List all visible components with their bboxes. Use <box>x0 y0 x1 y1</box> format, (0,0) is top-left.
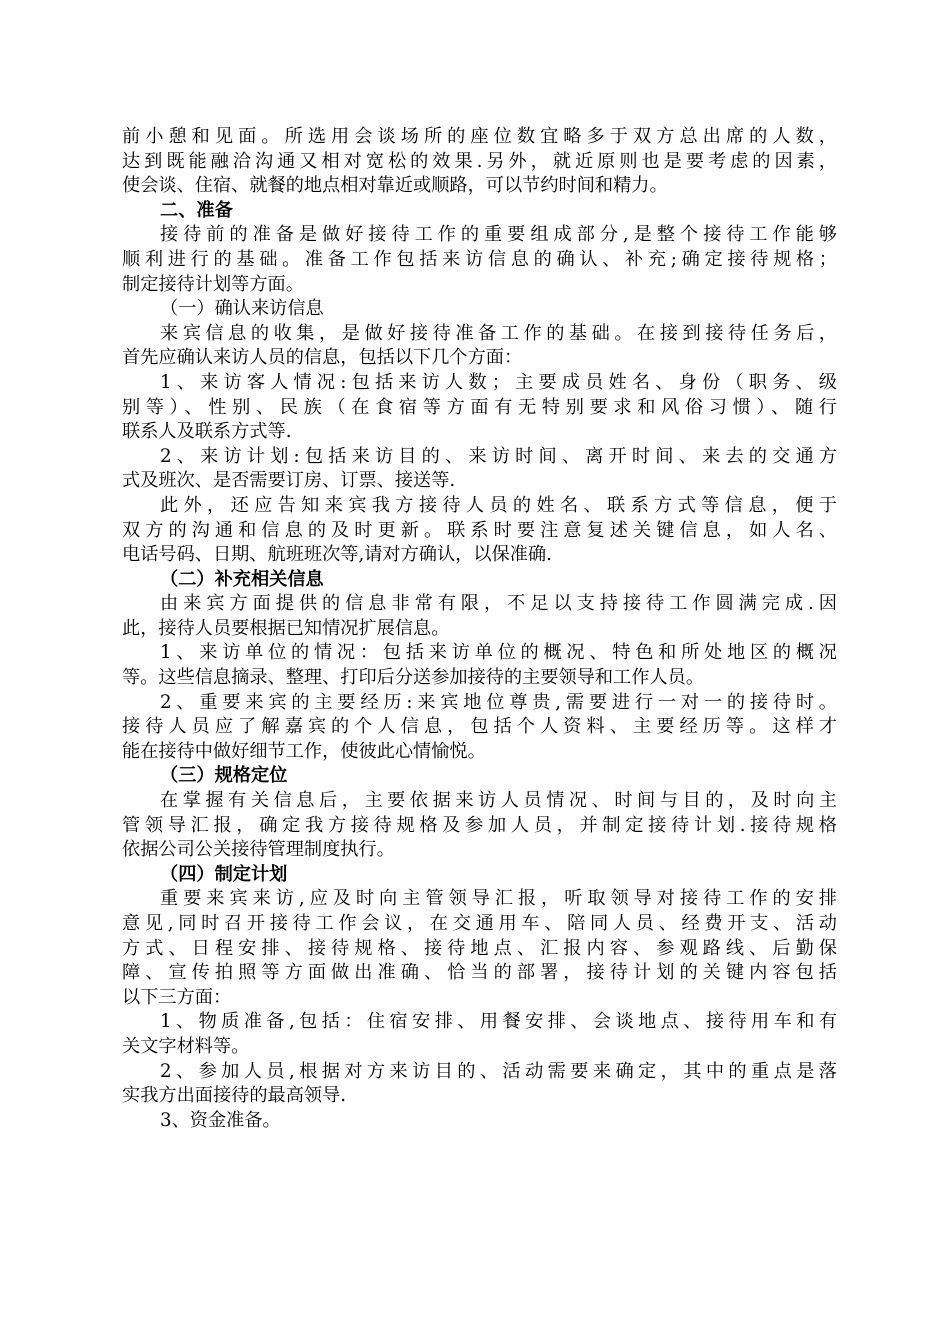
text-line: 1、物质准备,包括：住宿安排、用餐安排、会谈地点、接待用车和有 <box>160 1011 837 1033</box>
subsection-heading-supplement-info: （二）补充相关信息 <box>160 568 324 590</box>
paragraph-visiting-unit <box>122 641 837 690</box>
text-line: 制定接待计划等方面。 <box>122 273 304 295</box>
text-line: 首先应确认来访人员的信息，包括以下几个方面： <box>122 347 523 369</box>
paragraph-visitor-situation <box>122 371 837 445</box>
text-line: 重要来宾来访,应及时向主管领导汇报，听取领导对接待工作的安排 <box>160 888 837 910</box>
paragraph-contact-notice <box>122 494 837 568</box>
paragraph-guest-info <box>122 322 837 371</box>
paragraph-specification <box>122 789 837 863</box>
paragraph-meeting-venue <box>122 125 837 199</box>
text-line: 能在接待中做好细节工作，使彼此心情愉悦。 <box>122 740 486 762</box>
paragraph-plan-intro <box>122 887 837 1010</box>
text-line: 在掌握有关信息后，主要依据来访人员情况、时间与目的，及时向主 <box>160 790 837 812</box>
text-line: 双方的沟通和信息的及时更新。联系时要注意复述关键信息，如人名、 <box>122 519 837 541</box>
text-line: 来宾信息的收集，是做好接待准备工作的基础。在接到接待任务后， <box>160 322 837 344</box>
paragraph-vip-experience <box>122 691 837 765</box>
text-line: 此外，还应告知来宾我方接待人员的姓名、联系方式等信息，便于 <box>160 494 837 516</box>
text-line: 达到既能融洽沟通又相对宽松的效果.另外，就近原则也是要考虑的因素， <box>122 150 837 172</box>
text-line: 关文字材料等。 <box>122 1035 250 1057</box>
section-heading-preparation: 二、准备 <box>160 199 233 221</box>
text-line: 1、来访单位的情况：包括来访单位的概况、特色和所处地区的概况 <box>160 642 837 664</box>
text-line: 别等）、性别、民族（在食宿等方面有无特别要求和风俗习惯）、随行 <box>122 396 837 418</box>
text-line: 以下三方面： <box>122 986 232 1008</box>
paragraph-material-prep <box>122 1010 837 1059</box>
text-line: 管领导汇报，确定我方接待规格及参加人员，并制定接待计划.接待规格 <box>122 814 837 836</box>
text-line: 2、重要来宾的主要经历:来宾地位尊贵,需要进行一对一的接待时。 <box>160 691 837 713</box>
paragraph-preparation-intro <box>122 223 837 297</box>
text-line: 使会谈、住宿、就餐的地点相对靠近或顺路，可以节约时间和精力。 <box>122 175 668 197</box>
paragraph-funding <box>122 1109 837 1134</box>
text-line: 2、参加人员,根据对方来访目的、活动需要来确定，其中的重点是落 <box>160 1060 837 1082</box>
paragraph-visit-plan <box>122 445 837 494</box>
text-line: 方式、日程安排、接待规格、接待地点、汇报内容、参观路线、后勤保 <box>122 937 837 959</box>
paragraph-participants <box>122 1060 837 1109</box>
text-line: 此，接待人员要根据已知情况扩展信息。 <box>122 617 450 639</box>
text-line: 2、来访计划:包括来访目的、来访时间、离开时间、来去的交通方 <box>160 445 837 467</box>
text-line: 接待人员应了解嘉宾的个人信息，包括个人资料、主要经历等。这样才 <box>122 716 837 738</box>
text-line: 意见,同时召开接待工作会议，在交通用车、陪同人员、经费开支、活动 <box>122 913 837 934</box>
text-line: 接待前的准备是做好接待工作的重要组成部分,是整个接待工作能够 <box>160 224 837 246</box>
document-body <box>122 125 837 1133</box>
text-line: 由来宾方面提供的信息非常有限，不足以支持接待工作圆满完成.因 <box>160 593 837 615</box>
subsection-heading-confirm-info: （一）确认来访信息 <box>160 298 324 320</box>
text-line: 电话号码、日期、航班班次等,请对方确认，以保准确. <box>122 544 552 566</box>
text-line: 顺利进行的基础。准备工作包括来访信息的确认、补充;确定接待规格； <box>122 248 837 270</box>
subsection-heading-make-plan: （四）制定计划 <box>160 863 288 885</box>
text-line: 式及班次、是否需要订房、订票、接送等. <box>122 470 456 492</box>
text-line: 1、来访客人情况:包括来访人数；主要成员姓名、身份（职务、级 <box>160 371 837 393</box>
text-line: 依据公司公关接待管理制度执行。 <box>122 839 395 861</box>
text-line: 障、宣传拍照等方面做出准确、恰当的部署，接待计划的关键内容包括 <box>122 962 837 984</box>
text-line: 联系人及联系方式等. <box>122 421 292 443</box>
text-line: 前小憩和见面。所选用会谈场所的座位数宜略多于双方总出席的人数， <box>122 126 837 147</box>
subsection-heading-specification: （三）规格定位 <box>160 765 288 787</box>
text-line: 等。这些信息摘录、整理、打印后分送参加接待的主要领导和工作人员。 <box>122 667 705 689</box>
paragraph-limited-info <box>122 592 837 641</box>
text-line: 3、资金准备。 <box>160 1109 281 1131</box>
text-line: 实我方出面接待的最高领导. <box>122 1085 347 1107</box>
